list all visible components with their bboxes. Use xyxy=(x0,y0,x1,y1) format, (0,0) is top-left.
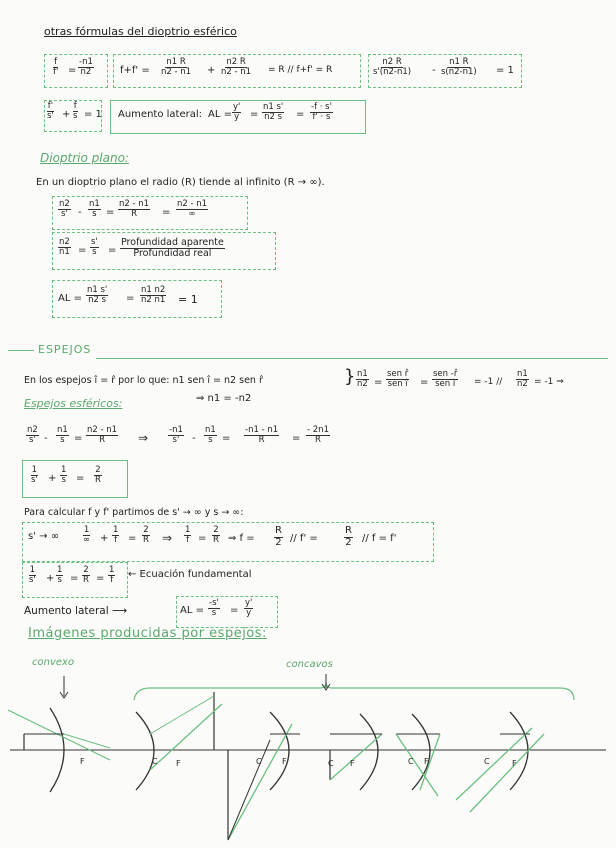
frac-c1a: 1 ∞ xyxy=(83,525,91,545)
frac-fund-a: $\frac{1}{s'}$ xyxy=(29,565,36,585)
frac-m1d: $\frac{-n1}{s'}$ xyxy=(169,425,183,445)
eq-sign: = xyxy=(198,533,207,544)
eq-sign: = xyxy=(126,293,135,304)
law-tail: = -1 // xyxy=(474,377,503,387)
e3-tail: = 1 xyxy=(178,293,198,306)
section3-title: ESPEJOS xyxy=(38,343,92,356)
aumento-label: Aumento lateral: xyxy=(118,109,202,120)
eq-sign: = xyxy=(106,207,115,218)
plus-sign: + xyxy=(46,573,55,584)
law-tail2: = -1 ⇒ xyxy=(534,377,564,387)
frac-c1b: $\frac{1}{f}$ xyxy=(113,525,119,545)
frac-law-d: $\frac{n1}{n2}$ xyxy=(517,369,528,389)
c1-mid: ⇒ f = xyxy=(228,533,255,544)
frac-m1g: $\frac{- 2n1}{R}$ xyxy=(307,425,329,445)
frac-c1g: $\frac{R}{2}$ xyxy=(345,525,352,548)
al-eq: AL = xyxy=(208,109,232,120)
frac-m2b: $\frac{1}{s}$ xyxy=(61,465,67,485)
frac-aum-a: $\frac{y'}{y}$ xyxy=(233,102,241,122)
eq-sign: = xyxy=(70,573,79,584)
frac-e1b: $\frac{n1}{s}$ xyxy=(89,199,100,219)
frac-m1c: $\frac{n2 - n1}{R}$ xyxy=(87,425,118,445)
frac-al-a: $\frac{-s'}{s}$ xyxy=(209,598,219,618)
frac-c1f: $\frac{R}{2}$ xyxy=(275,525,282,548)
section4-title: Imágenes producidas por espejos: xyxy=(28,626,267,641)
section2-intro: En un dioptrio plano el radio (R) tiende al infinito (R → ∞). xyxy=(36,177,325,188)
plus-sign: + xyxy=(62,109,71,120)
eq-sign: = xyxy=(292,433,301,444)
frac-aum-c: $\frac{-f \cdot s'}{f' \cdot s}$ xyxy=(311,102,332,122)
frac-f1: $\frac{f}{f'}$ xyxy=(53,57,59,77)
calc-intro: Para calcular f y f' partimos de s' → ∞ y s → ∞: xyxy=(24,507,244,518)
section2-title: Dioptrio plano: xyxy=(40,151,129,165)
focus-label: F xyxy=(176,759,181,768)
center-label: C xyxy=(408,757,414,766)
frac-e2b: $\frac{s'}{s}$ xyxy=(91,237,98,257)
eq-sign: = xyxy=(420,377,429,388)
eq-sign: = xyxy=(96,573,105,584)
frac-aum-b: $\frac{n1 s'}{n2 s}$ xyxy=(263,102,284,122)
frac-e1a: $\frac{n2}{s'}$ xyxy=(59,199,70,219)
eq-sign: = xyxy=(222,433,231,444)
plus-sign: + xyxy=(48,473,57,484)
frac-e2c: Profundidad aparente Profundidad real xyxy=(121,237,224,259)
f2-tail: = R // f+f' = R xyxy=(268,65,333,75)
frac-fund-d: $\frac{1}{f}$ xyxy=(109,565,115,585)
mirror-law: En los espejos î = r̂ por lo que: n1 sen î = n2 sen r̂ xyxy=(24,375,263,386)
frac-m1a: $\frac{n2}{s'}$ xyxy=(27,425,38,445)
frac-law-b: sen r̂ sen î xyxy=(387,369,409,389)
c1-left: s' → ∞ xyxy=(28,531,60,542)
eq-sign: = xyxy=(128,533,137,544)
implies-arrow: ⇒ xyxy=(138,431,149,445)
plus-sign: + xyxy=(100,533,109,544)
frac-al-b: $\frac{y'}{y}$ xyxy=(245,598,253,618)
frac-law-c: sen -r̂ sen î xyxy=(433,369,458,389)
eq-sign: = xyxy=(74,433,83,444)
plus-sign: + xyxy=(207,65,216,76)
frac-e1c: $\frac{n2 - n1}{R}$ xyxy=(119,199,150,219)
implies-arrow: ⇒ xyxy=(162,531,173,545)
frac-f3b: $\frac{n1 R}{s(n2-n1)}$ xyxy=(441,57,477,77)
frac-fund-c: $\frac{2}{R}$ xyxy=(83,565,89,585)
center-label: C xyxy=(328,759,334,768)
frac-law-a: $\frac{n1}{n2}$ xyxy=(357,369,368,389)
frac-e3b: $\frac{n1 n2}{n2 n1}$ xyxy=(141,285,166,305)
frac-m2a: $\frac{1}{s'}$ xyxy=(31,465,38,485)
eq-sign: = xyxy=(296,109,305,120)
focus-label: F xyxy=(282,757,287,766)
eq-sign: = xyxy=(162,207,171,218)
law-result: ⇒ n1 = -n2 xyxy=(196,393,252,404)
eq-sign: = xyxy=(250,109,259,120)
eq-sign: = xyxy=(108,245,117,256)
eq-sign: = xyxy=(76,473,85,484)
c1-mid2: // f' = xyxy=(290,533,318,544)
f4-tail: = 1 xyxy=(84,109,102,120)
center-label: C xyxy=(256,757,262,766)
frac-e1d: n2 - n1 ∞ xyxy=(177,199,208,219)
frac-c1c: $\frac{2}{R}$ xyxy=(143,525,149,545)
eq-sign: = xyxy=(68,65,77,76)
eq-sign: = xyxy=(230,605,239,616)
focus-label: F xyxy=(80,757,85,766)
convex-label: convexo xyxy=(32,657,75,668)
minus-sign: - xyxy=(192,433,196,444)
minus-sign: - xyxy=(44,433,48,444)
frac-f4a: $\frac{f'}{s'}$ xyxy=(47,101,54,121)
minus-sign: - xyxy=(78,207,82,218)
frac-e2a: $\frac{n2}{n1}$ xyxy=(59,237,70,257)
brace: } xyxy=(344,366,356,387)
center-label: C xyxy=(152,757,158,766)
section1-title: otras fórmulas del dioptrio esférico xyxy=(44,25,237,38)
e3-left: AL = xyxy=(58,293,82,304)
section3-subtitle: Espejos esféricos: xyxy=(24,397,123,410)
al-left: AL = xyxy=(180,605,204,616)
eq-sign: = xyxy=(78,245,87,256)
focus-label: F xyxy=(350,759,355,768)
frac-m1e: $\frac{n1}{s}$ xyxy=(205,425,216,445)
frac-fund-b: $\frac{1}{s}$ xyxy=(57,565,63,585)
fundamental-label: ← Ecuación fundamental xyxy=(128,569,252,580)
frac-f2a: $\frac{n1 R}{n2 - n1}$ xyxy=(161,57,192,77)
f2-left: f+f' = xyxy=(120,65,150,76)
f3-tail: = 1 xyxy=(496,65,514,76)
aumento-lateral-label: Aumento lateral ⟶ xyxy=(24,605,128,617)
frac-m2c: $\frac{2}{R}$ xyxy=(95,465,101,485)
frac-f4b: $\frac{f}{s}$ xyxy=(73,101,78,121)
focus-label: F xyxy=(424,757,429,766)
eq-sign: = xyxy=(374,377,383,388)
minus-sign: - xyxy=(432,65,436,76)
focus-label: F xyxy=(512,759,517,768)
frac-c1d: $\frac{1}{f}$ xyxy=(185,525,191,545)
concave-label: concavos xyxy=(286,659,333,670)
frac-f2b: $\frac{n2 R}{n2 - n1}$ xyxy=(221,57,252,77)
frac-f3a: $\frac{n2 R}{s'(n2-n1)}$ xyxy=(373,57,412,77)
c1-tail: // f = f' xyxy=(362,533,397,544)
frac-e3a: $\frac{n1 s'}{n2 s}$ xyxy=(87,285,108,305)
frac-m1b: $\frac{n1}{s}$ xyxy=(57,425,68,445)
frac-f1-r: $\frac{-n1}{n2}$ xyxy=(79,57,93,77)
center-label: C xyxy=(484,757,490,766)
frac-c1e: $\frac{2}{R}$ xyxy=(213,525,219,545)
frac-m1f: $\frac{-n1 - n1}{R}$ xyxy=(245,425,279,445)
